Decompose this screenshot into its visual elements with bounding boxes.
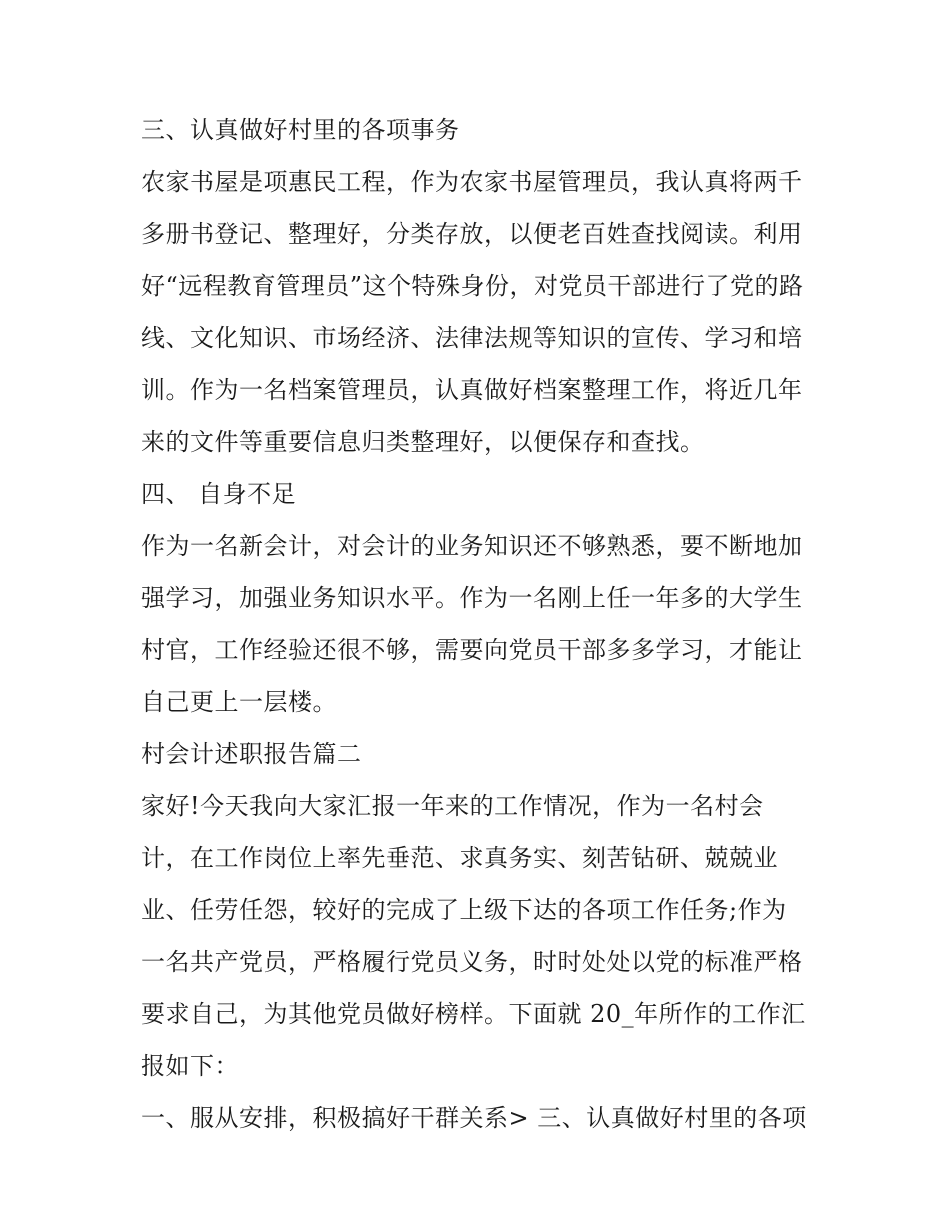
paragraph-line: 业、任劳任怨，较好的完成了上级下达的各项工作任务;作为 (141, 896, 787, 924)
paragraph-line: 农家书屋是项惠民工程，作为农家书屋管理员，我认真将两千 (141, 168, 803, 196)
section-heading: 三、认真做好村里的各项事务 (141, 116, 460, 144)
paragraph-line: 一名共产党员，严格履行党员义务，时时处处以党的标准严格 (141, 948, 803, 976)
paragraph-line: 来的文件等重要信息归类整理好，以便保存和查找。 (141, 428, 705, 456)
section-heading: 四、 自身不足 (141, 480, 297, 508)
paragraph-line: 多册书登记、整理好，分类存放，以便老百姓查找阅读。利用 (141, 220, 803, 248)
section-heading: 一、服从安排，积极搞好干群关系> 三、认真做好村里的各项 (141, 1104, 807, 1132)
paragraph-line: 好“远程教育管理员”这个特殊身份，对党员干部进行了党的路 (141, 272, 804, 300)
paragraph-line: 强学习，加强业务知识水平。作为一名刚上任一年多的大学生 (141, 584, 803, 612)
paragraph-line: 计，在工作岗位上率先垂范、求真务实、刻苦钻研、兢兢业 (141, 844, 778, 872)
paragraph-line: 自己更上一层楼。 (141, 688, 337, 716)
paragraph-line: 村官，工作经验还很不够，需要向党员干部多多学习，才能让 (141, 636, 803, 664)
report-title: 村会计述职报告篇二 (141, 740, 362, 768)
paragraph-line: 线、文化知识、市场经济、法律法规等知识的宣传、学习和培 (141, 324, 803, 352)
paragraph-line: 训。作为一名档案管理员，认真做好档案整理工作，将近几年 (141, 376, 803, 404)
paragraph-line: 家好!今天我向大家汇报一年来的工作情况，作为一名村会 (141, 792, 764, 820)
paragraph-line: 要求自己，为其他党员做好榜样。下面就 20_年所作的工作汇 (141, 1000, 806, 1028)
paragraph-line: 作为一名新会计，对会计的业务知识还不够熟悉，要不断地加 (141, 532, 803, 560)
paragraph-line: 报如下： (141, 1052, 239, 1080)
